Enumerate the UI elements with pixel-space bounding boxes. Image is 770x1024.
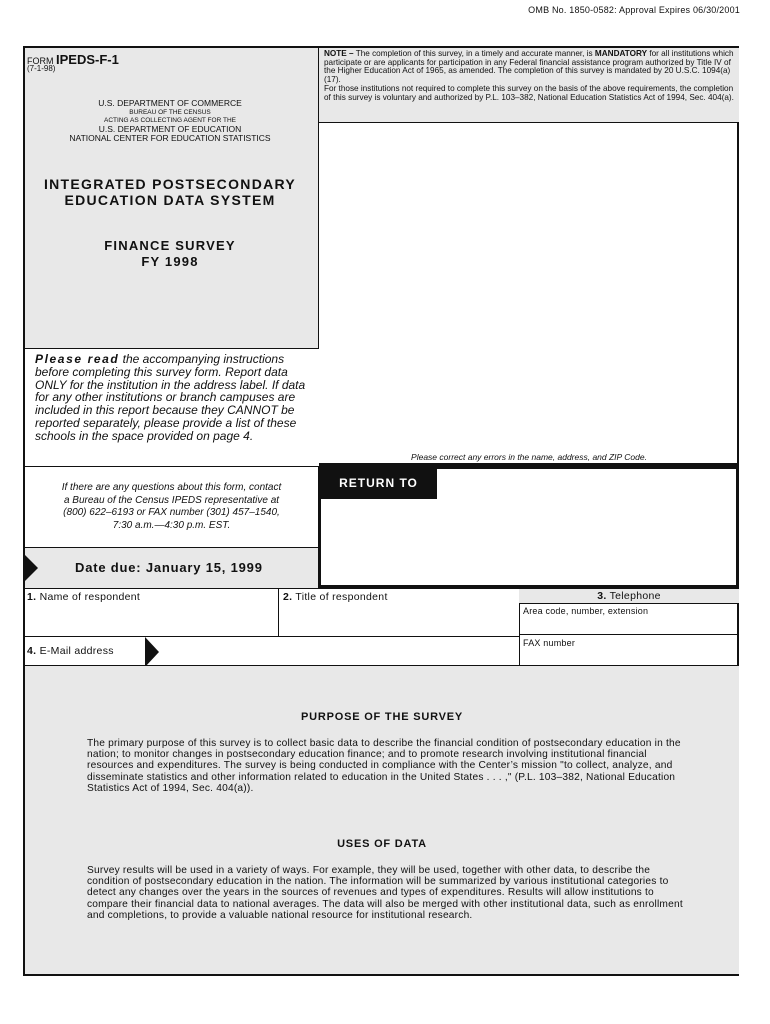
telephone-label: [519, 590, 739, 602]
instructions-text: the accompanying instructions before completing this survey form. Report data ONLY for the institution in the address label. If data for any other institutions or branch campuses are included in this report because they CANNOT be reported separately, please provide a list of these schools in the space provided on page 4.: [35, 352, 306, 443]
email-field[interactable]: [162, 638, 518, 664]
agency-census: BUREAU OF THE CENSUS: [129, 109, 211, 116]
correct-errors-note: Please correct any errors in the name, address, and ZIP Code.: [411, 452, 647, 462]
note-mandatory: MANDATORY: [594, 49, 648, 58]
mandatory-note: [319, 48, 739, 123]
contact-info: [25, 466, 318, 548]
uses-text: Survey results will be used in a variety of ways. For example, they will be used, together with other data, to describe the condition of postsecondary education in the nation. The information will be summarized by various institutional categories to detect any changes over the years in the sources of revenues and types of expenditures. Results will allow institutions to compare their financial data to national averages. The data will also be merged with other institutional data, such as enrollment and completions, to provide a valuable national resource for institutional research.: [87, 865, 683, 921]
system-title-line1: INTEGRATED POSTSECONDARY: [43, 176, 297, 192]
contact-line-2: a Bureau of the Census IPEDS representative at: [63, 494, 280, 506]
telephone-sublabel: Area code, number, extension: [523, 606, 649, 616]
field-label: Telephone: [606, 590, 661, 602]
name-of-respondent-field[interactable]: [26, 605, 277, 635]
field-number: 4.: [27, 645, 37, 657]
email-arrow-icon: [145, 637, 159, 667]
divider: [519, 603, 739, 604]
date-due: Date due: January 15, 1999: [75, 560, 263, 575]
uses-heading: USES OF DATA: [337, 838, 427, 850]
purpose-heading: PURPOSE OF THE SURVEY: [300, 711, 464, 723]
name-of-respondent-label: [27, 591, 140, 603]
note-text-2: for all institutions which participate or are applicants for participation in any Federal financial assistance program authorized by Title IV of the Higher Education Act of 1965, as amended. The completion of this survey is mandated by 20 U.S.C. 1094(a)(17).: [324, 49, 734, 84]
field-label: Title of respondent: [292, 591, 388, 603]
instructions-box: [25, 348, 319, 464]
fax-number-field[interactable]: [520, 650, 738, 664]
contact-line-4: 7:30 a.m.—4:30 p.m. EST.: [112, 519, 231, 531]
agency-nces: NATIONAL CENTER FOR EDUCATION STATISTICS: [69, 133, 271, 143]
agency-commerce: U.S. DEPARTMENT OF COMMERCE: [98, 98, 242, 108]
system-title: [30, 176, 310, 208]
note-text-3: For those institutions not required to complete this survey on the basis of the above requirements, the completion of this survey is voluntary and authorized by P.L. 103–382, National Education Statistics Act of 1994, Sec. 404(a).: [324, 84, 734, 102]
email-label: [27, 645, 114, 657]
note-text-1: The completion of this survey, in a timely and accurate manner, is: [353, 49, 595, 58]
telephone-field[interactable]: [520, 618, 738, 633]
omb-approval: OMB No. 1850-0582: Approval Expires 06/30/2001: [528, 5, 740, 15]
agency-acting: ACTING AS COLLECTING AGENT FOR THE: [104, 117, 236, 124]
system-title-line2: EDUCATION DATA SYSTEM: [64, 192, 276, 208]
date-due-arrow-icon: [23, 553, 38, 583]
form-id: IPEDS-F-1: [56, 52, 119, 67]
survey-title: [30, 238, 310, 270]
survey-title-line2: FY 1998: [141, 254, 199, 269]
note-label: NOTE –: [324, 49, 354, 58]
title-of-respondent-field[interactable]: [280, 605, 518, 635]
divider: [519, 634, 739, 635]
field-number: 1.: [27, 591, 37, 603]
survey-title-line1: FINANCE SURVEY: [104, 238, 236, 253]
contact-line-1: If there are any questions about this form, contact: [61, 482, 282, 493]
title-of-respondent-label: [283, 591, 388, 603]
purpose-text: The primary purpose of this survey is to collect basic data to describe the financial condition of postsecondary education in the nation; to monitor changes in postsecondary education finance; and to promote research involving institutional financial resources and expenditures. The survey is being conducted in compliance with the Center’s mission "to collect, analyze, and disseminate statistics and other information related to education in the United States . . . ," (P.L. 103–382, National Education Statistics Act of 1994, Sec. 404(a)).: [87, 738, 681, 794]
field-number: 2.: [283, 591, 293, 603]
return-to-label: RETURN TO: [320, 468, 437, 499]
contact-line-3: (800) 622–6193 or FAX number (301) 457–1540,: [63, 507, 280, 518]
address-label-area[interactable]: [319, 123, 739, 466]
field-number: 3.: [597, 590, 607, 602]
field-label: Name of respondent: [36, 591, 141, 603]
form-revision-date: (7-1-98): [27, 64, 56, 73]
divider: [278, 588, 279, 636]
divider: [25, 636, 519, 637]
form-prefix: FORM: [27, 56, 54, 66]
fax-number-label: FAX number: [523, 638, 576, 648]
field-label: E-Mail address: [36, 645, 114, 657]
agency-education: U.S. DEPARTMENT OF EDUCATION: [98, 124, 242, 134]
please-read: Please read: [35, 352, 120, 366]
